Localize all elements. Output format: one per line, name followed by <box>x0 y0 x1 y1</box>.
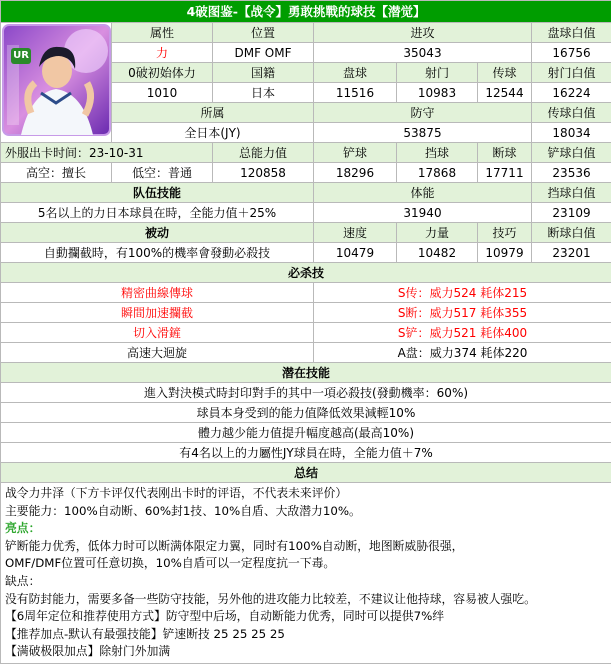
summary-line: 缺点： <box>5 573 607 591</box>
value-dribble-base: 16756 <box>532 43 611 63</box>
value-total: 120858 <box>213 163 314 183</box>
summary-line: 战令力井泽（下方卡评仅代表刚出卡时的评语，不代表未来评价） <box>5 485 607 503</box>
value-initial-stamina: 1010 <box>112 83 213 103</box>
latent-skill: 球員本身受到的能力值降低效果減輕10% <box>1 403 611 423</box>
skill-name: 瞬間加速攔截 <box>1 303 314 323</box>
value-passive: 自動攔截時，有100%的機率會發動必殺技 <box>1 243 314 263</box>
summary-line: 铲断能力优秀，低体力时可以断满体限定力翼，同时有100%自动断，地图断威胁很强， <box>5 538 607 556</box>
skill-stat: S铲：威力521 耗体400 <box>314 323 611 343</box>
value-pass-base: 18034 <box>532 123 611 143</box>
label-block: 挡球 <box>397 143 478 163</box>
summary-line: 【推荐加点-默认有最强技能】铲速断技 25 25 25 25 <box>5 626 607 644</box>
skill-name: 精密曲線傳球 <box>1 283 314 303</box>
label-attribute: 属性 <box>112 23 213 43</box>
value-block: 17868 <box>397 163 478 183</box>
label-total: 总能力值 <box>213 143 314 163</box>
label-tackle-base: 铲球白值 <box>532 143 611 163</box>
label-passive: 被动 <box>1 223 314 243</box>
value-team-skill: 5名以上的力日本球員在時，全能力值＋25% <box>1 203 314 223</box>
value-attribute: 力 <box>112 43 213 63</box>
label-pass: 传球 <box>478 63 532 83</box>
label-technique: 技巧 <box>478 223 532 243</box>
summary-line: OMF/DMF位置可任意切换，10%自盾可以一定程度抗一下毒。 <box>5 555 607 573</box>
skill-stat: A盘：威力374 耗体220 <box>314 343 611 363</box>
low-ball: 低空：普通 <box>112 163 213 183</box>
skill-stat: S传：威力524 耗体215 <box>314 283 611 303</box>
summary-header: 总结 <box>1 463 611 483</box>
value-shoot: 10983 <box>397 83 478 103</box>
value-nationality: 日本 <box>213 83 314 103</box>
label-dribble: 盘球 <box>314 63 397 83</box>
value-power: 10482 <box>397 243 478 263</box>
label-position: 位置 <box>213 23 314 43</box>
summary-line: 没有防封能力，需要多备一些防守技能，另外他的进攻能力比较差，不建议让他持球，容易被人强吃。 <box>5 591 607 609</box>
label-power: 力量 <box>397 223 478 243</box>
value-intercept: 17711 <box>478 163 532 183</box>
summary-line: 【满破极限加点】除射门外加满 <box>5 643 607 661</box>
label-pass-base: 传球白值 <box>532 103 611 123</box>
label-dribble-base: 盘球白值 <box>532 23 611 43</box>
release-date: 外服出卡时间：23-10-31 <box>1 143 213 163</box>
label-speed: 速度 <box>314 223 397 243</box>
value-offense: 35043 <box>314 43 532 63</box>
label-defense: 防守 <box>314 103 532 123</box>
summary-line: 主要能力：100%自动断、60%封1技、10%自盾、大敌潜力10%。 <box>5 503 607 521</box>
label-tackle: 铲球 <box>314 143 397 163</box>
high-ball: 高空：擅长 <box>1 163 112 183</box>
value-tackle: 18296 <box>314 163 397 183</box>
skill-stat: S断：威力517 耗体355 <box>314 303 611 323</box>
value-dribble: 11516 <box>314 83 397 103</box>
value-technique: 10979 <box>478 243 532 263</box>
label-block-base: 挡球白值 <box>532 183 611 203</box>
value-pass: 12544 <box>478 83 532 103</box>
value-team: 全日本(JY) <box>112 123 314 143</box>
latent-skill: 體力越少能力值提升幅度越高(最高10%) <box>1 423 611 443</box>
value-defense: 53875 <box>314 123 532 143</box>
latent-skills-header: 潜在技能 <box>1 363 611 383</box>
player-portrait-cell <box>1 23 112 143</box>
skill-name: 高速大迴旋 <box>1 343 314 363</box>
label-stamina: 体能 <box>314 183 532 203</box>
special-skills-header: 必杀技 <box>1 263 611 283</box>
value-intercept-base: 23201 <box>532 243 611 263</box>
value-stamina: 31940 <box>314 203 532 223</box>
label-team-skill: 队伍技能 <box>1 183 314 203</box>
latent-skill: 進入對決模式時封印對手的其中一項必殺技(發動機率：60%) <box>1 383 611 403</box>
summary-highlight-label: 亮点： <box>5 520 607 538</box>
value-block-base: 23109 <box>532 203 611 223</box>
summary-body <box>1 483 611 664</box>
label-team: 所属 <box>112 103 314 123</box>
label-shoot: 射门 <box>397 63 478 83</box>
skill-name: 切入滑鏟 <box>1 323 314 343</box>
value-tackle-base: 23536 <box>532 163 611 183</box>
card-title: 4破图鉴-【战令】勇敢挑戰的球技【潜觉】 <box>1 1 611 23</box>
label-shoot-base: 射门白值 <box>532 63 611 83</box>
ur-badge: UR <box>11 48 31 64</box>
value-speed: 10479 <box>314 243 397 263</box>
label-offense: 进攻 <box>314 23 532 43</box>
latent-skill: 有4名以上的力屬性JY球員在時，全能力值＋7% <box>1 443 611 463</box>
value-shoot-base: 16224 <box>532 83 611 103</box>
label-initial-stamina: 0破初始体力 <box>112 63 213 83</box>
label-nationality: 国籍 <box>213 63 314 83</box>
value-position: DMF OMF <box>213 43 314 63</box>
label-intercept: 断球 <box>478 143 532 163</box>
summary-line: 【6周年定位和推荐使用方式】防守型中后场，自动断能力优秀，同时可以提供7%绊 <box>5 608 607 626</box>
label-intercept-base: 断球白值 <box>532 223 611 243</box>
player-portrait <box>1 23 112 137</box>
